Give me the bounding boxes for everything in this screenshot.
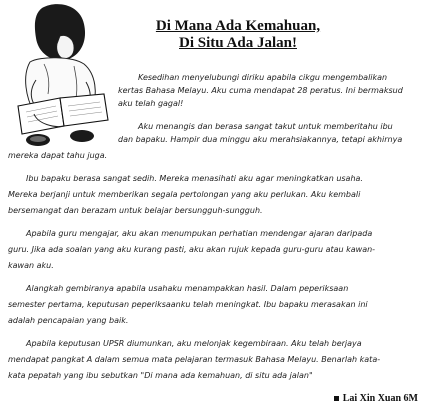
- author-name: Lai Xin Xuan 6M: [342, 393, 418, 404]
- paragraph-6-line-1: Apabila keputusan UPSR diumunkan, aku melonjak kegembiraan. Aku telah berjaya: [26, 339, 362, 348]
- paragraph-1-line-1: Kesedihan menyelubungi diriku apabila cikgu mengembalikan: [138, 73, 388, 82]
- paragraph-2-line-2: dan bapaku. Hampir dua minggu aku merahsiakannya, tetapi akhirnya: [118, 135, 403, 144]
- paragraph-4-line-3: kawan aku.: [8, 261, 54, 270]
- paragraph-6-line-3: kata pepatah yang ibu sebutkan "Di mana ada kemahuan, di situ ada jalan": [8, 371, 313, 380]
- paragraph-4-line-2: guru. Jika ada soalan yang aku kurang pasti, aku akan rujuk kepada guru-guru atau kawan-: [8, 245, 376, 254]
- paragraph-2-line-1: Aku menangis dan berasa sangat takut untuk memberitahu ibu: [138, 122, 393, 131]
- paragraph-1-line-2: kertas Bahasa Melayu. Aku cuma mendapat 28 peratus. Ini bermaksud: [118, 86, 403, 95]
- article-title: [138, 18, 338, 52]
- paragraph-5-line-1: Alangkah gembiranya apabila usahaku menampakkan hasil. Dalam peperiksaan: [26, 284, 349, 293]
- article-title-line-1: Di Mana Ada Kemahuan,: [155, 18, 321, 34]
- paragraph-1-line-3: aku telah gagal!: [118, 99, 184, 108]
- article-title-line-2: Di Situ Ada Jalan!: [179, 35, 297, 51]
- paragraph-3-line-1: Ibu bapaku berasa sangat sedih. Mereka menasihati aku agar meningkatkan usaha.: [26, 174, 363, 183]
- paragraph-4-line-1: Apabila guru mengajar, aku akan menumpukan perhatian mendengar ajaran daripada: [26, 229, 373, 238]
- author-signature: [334, 393, 418, 404]
- paragraph-6-line-2: mendapat pangkat A dalam semua mata pelajaran termasuk Bahasa Melayu. Benarlah kata-: [8, 355, 381, 364]
- paragraph-5-line-2: semester pertama, keputusan peperiksaanku telah meningkat. Ibu bapaku merasakan ini: [8, 300, 368, 309]
- paragraph-2-line-3: mereka dapat tahu juga.: [8, 151, 108, 160]
- paragraph-3-line-2: Mereka berjanji untuk memberikan segala pertolongan yang aku perlukan. Aku kembali: [8, 190, 361, 199]
- paragraph-3-line-3: bersemangat dan berazam untuk belajar bersungguh-sungguh.: [8, 206, 263, 215]
- bullet-icon: [334, 396, 339, 401]
- reading-child-illustration: [4, 2, 124, 152]
- paragraph-5-line-3: adalah pencapaian yang baik.: [8, 316, 129, 325]
